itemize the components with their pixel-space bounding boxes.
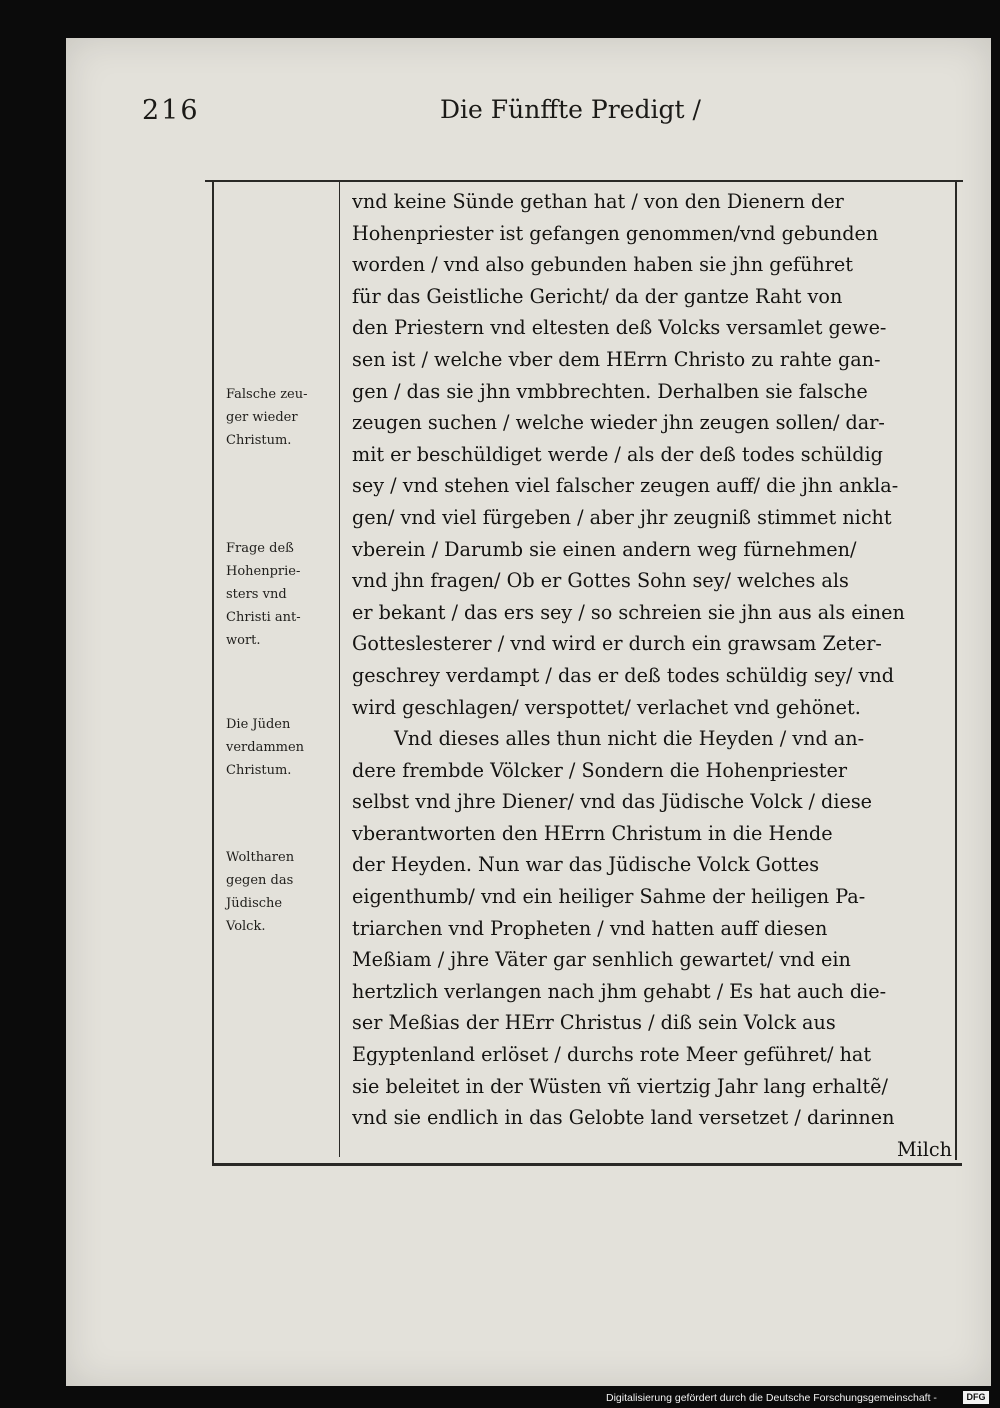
text-line: geschrey verdampt / das er deß todes schüldig sey/ vnd (352, 663, 895, 687)
text-line: vberantworten den HErrn Christum in die Hende (352, 821, 833, 845)
margin-note-false-witnesses: Falsche zeu- ger wieder Christum. (226, 387, 308, 448)
text-line: sen ist / welche vber dem HErrn Christo zu rahte gan- (352, 347, 881, 371)
text-line: sie beleitet in der Wüsten vñ viertzig Jahr lang erhaltẽ/ (352, 1074, 888, 1098)
text-line: vberein / Darumb sie einen andern weg fürnehmen/ (352, 537, 857, 561)
page-number: 216 (142, 95, 200, 126)
text-line: hertzlich verlangen nach jhm gehabt / Es hat auch die- (352, 979, 887, 1003)
text-line: vnd keine Sünde gethan hat / von den Dienern der (352, 190, 844, 213)
text-line: sey / vnd stehen viel falscher zeugen auff/ die jhn ankla- (352, 474, 899, 498)
text-line: er bekant / das ers sey / so schreien sie jhn aus als einen (352, 600, 905, 624)
text-line: selbst vnd jhre Diener/ vnd das Jüdische Volck / diese (352, 790, 873, 814)
text-line: gen/ vnd viel fürgeben / aber jhr zeugniß stimmet nicht (352, 505, 892, 529)
text-line: worden / vnd also gebunden haben sie jhn geführet (352, 253, 853, 277)
text-line: mit er beschüldiget werde / als der deß todes schüldig (352, 442, 883, 466)
catchword: Milch (896, 1137, 952, 1161)
frame-rule-top (205, 180, 963, 182)
text-line: ser Meßias der HErr Christus / diß sein Volck aus (352, 1011, 836, 1035)
frame-rule-left (212, 182, 214, 1164)
text-line: eigenthumb/ vnd ein heiliger Sahme der heiligen Pa- (352, 885, 866, 909)
text-line: gen / das sie jhn vmbbrechten. Derhalben sie falsche (352, 379, 868, 403)
text-line: Hohenpriester ist gefangen genommen/vnd gebunden (352, 221, 879, 245)
text-line: Meßiam / jhre Väter gar senhlich gewartet/ vnd ein (352, 948, 851, 972)
text-line: der Heyden. Nun war das Jüdische Volck Gottes (352, 853, 820, 877)
text-line-paragraph-start: Vnd dieses alles thun nicht die Heyden / vnd an- (394, 727, 865, 751)
margin-column-rule (339, 182, 340, 1157)
running-title: Die Fünffte Predigt / (440, 95, 701, 124)
body-text (352, 186, 952, 1165)
text-line: Gotteslesterer / vnd wird er durch ein grawsam Zeter- (352, 632, 882, 656)
page-header (142, 95, 970, 135)
text-line: triarchen vnd Propheten / vnd hatten auff diesen (352, 916, 828, 940)
text-line: zeugen suchen / welche wieder jhn zeugen sollen/ dar- (352, 411, 885, 435)
text-line: den Priestern vnd eltesten deß Volcks versamlet gewe- (352, 316, 887, 340)
text-line: Egyptenland erlöset / durchs rote Meer geführet/ hat (352, 1043, 872, 1067)
text-line: für das Geistliche Gericht/ da der gantze Raht von (352, 284, 843, 308)
dfg-logo: DFG (963, 1391, 989, 1404)
text-line: dere frembde Völcker / Sondern die Hohenpriester (352, 758, 848, 782)
text-line: vnd sie endlich in das Gelobte land versetzet / darinnen (352, 1106, 895, 1130)
text-line: wird geschlagen/ verspottet/ verlachet vnd gehönet. (352, 695, 861, 719)
frame-rule-right (955, 182, 957, 1160)
funding-footer: Digitalisierung gefördert durch die Deutsche Forschungsgemeinschaft - (606, 1392, 937, 1404)
margin-note-benefits: Woltharen gegen das Jüdische Volck. (226, 850, 295, 934)
text-line: vnd jhn fragen/ Ob er Gottes Sohn sey/ welches als (352, 569, 849, 593)
margin-note-condemnation: Die Jüden verdammen Christum. (226, 717, 305, 778)
margin-note-high-priest-question: Frage deß Hohenprie- sters vnd Christi ant- wort. (226, 541, 301, 648)
